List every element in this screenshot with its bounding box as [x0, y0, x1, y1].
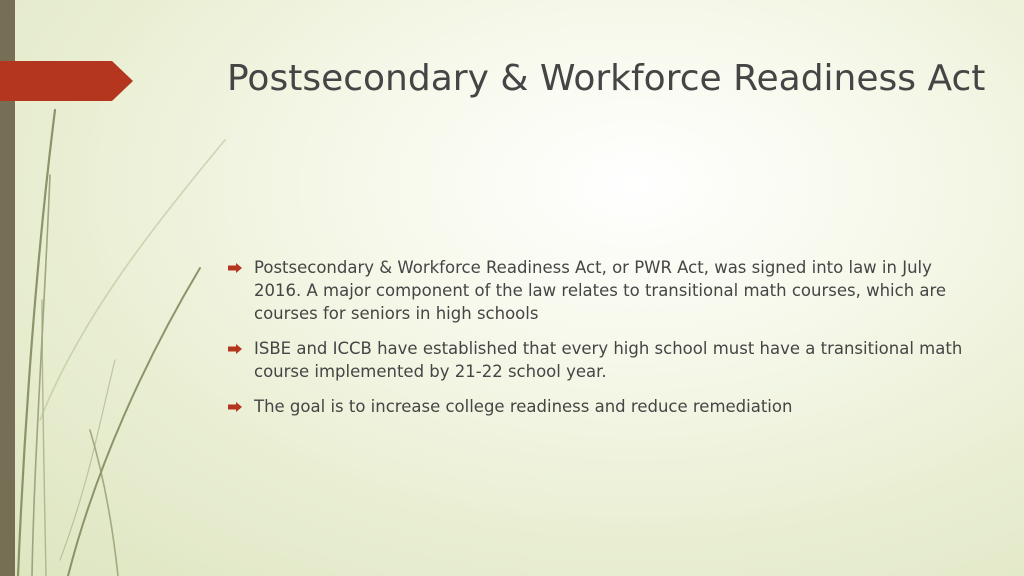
arrow-right-icon: [228, 344, 242, 354]
list-item: [228, 395, 978, 418]
list-item: [228, 337, 978, 383]
bullet-text: Postsecondary & Workforce Readiness Act, or PWR Act, was signed into law in July 2016. A major component of the law relates to transitional math courses, which are courses for seniors in high schools: [254, 258, 947, 323]
bullet-text: ISBE and ICCB have established that every high school must have a transitional math course implemented by 21-22 school year.: [254, 339, 963, 381]
list-item: [228, 256, 978, 325]
bullet-list: [228, 256, 978, 430]
arrow-right-icon: [228, 402, 242, 412]
slide-title: Postsecondary & Workforce Readiness Act: [227, 58, 986, 99]
arrow-tab-icon: [0, 61, 133, 101]
bullet-text: The goal is to increase college readiness and reduce remediation: [254, 397, 793, 416]
arrow-right-icon: [228, 263, 242, 273]
